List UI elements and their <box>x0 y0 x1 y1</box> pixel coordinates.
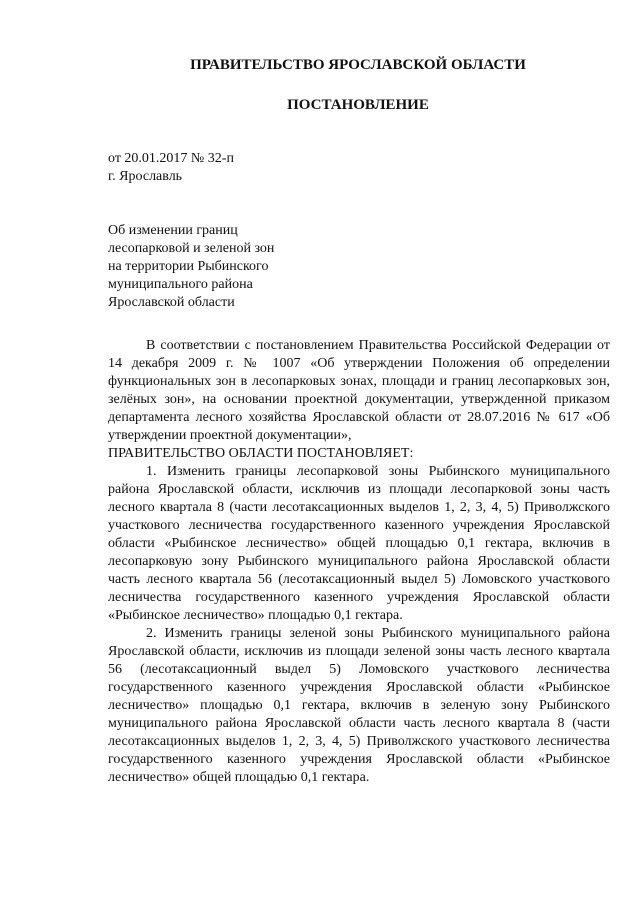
subject-line: на территории Рыбинского <box>108 259 269 274</box>
document-meta <box>108 150 234 186</box>
document-subject <box>108 222 274 312</box>
preamble-paragraph: В соответствии с постановлением Правительства Российской Федерации от 14 декабря 2009 г. № 1007 «Об утверждении Положения об определении функциональных зон в лесопарковых зонах, площади и границ лесопарковых зон, зелёных зон», на основании проектной документации, утвержденной приказом департамента лесного хозяйства Ярославской области от 28.07.2016 № 617 «Об утверждении проектной документации», <box>108 338 610 443</box>
date-number: от 20.01.2017 № 32-п <box>108 151 234 166</box>
government-title: ПРАВИТЕЛЬСТВО ЯРОСЛАВСКОЙ ОБЛАСТИ <box>190 57 526 73</box>
document-type: ПОСТАНОВЛЕНИЕ <box>287 97 429 113</box>
subject-line: Ярославской области <box>108 295 235 310</box>
subject-line: муниципального района <box>108 277 253 292</box>
city: г. Ярославль <box>108 169 183 184</box>
subject-line: Об изменении границ <box>108 223 238 238</box>
resolves-line: ПРАВИТЕЛЬСТВО ОБЛАСТИ ПОСТАНОВЛЯЕТ: <box>108 446 414 461</box>
item-1-paragraph: 1. Изменить границы лесопарковой зоны Рыбинского муниципального района Ярославской области, исключив из площади лесопарковой зоны часть лесного квартала 8 (части лесотаксационных выделов 1, 2, 3, 4, 5) Приволжского участкового лесничества государственного казенного учреждения Ярославской области «Рыбинское лесничество» общей площадью 0,1 гектара, включив в лесопарковую зону Рыбинского муниципального района Ярославской области часть лесного квартала 56 (лесотаксационный выдел 5) Ломовского участкового лесничества государственного казенного учреждения Ярославской области «Рыбинское лесничество» площадью 0,1 гектара. <box>108 464 610 623</box>
document-body <box>108 337 610 787</box>
item-2-paragraph: 2. Изменить границы зеленой зоны Рыбинского муниципального района Ярославской области, исключив из площади зеленой зоны часть лесного квартала 56 (лесотаксационный выдел 5) Ломовского участкового лесничества государственного казенного учреждения Ярославской области «Рыбинское лесничество» площадью 0,1 гектара, включив в зеленую зону Рыбинского муниципального района Ярославской области часть лесного квартала 8 (части лесотаксационных выделов 1, 2, 3, 4, 5) Приволжского участкового лесничества государственного казенного учреждения Ярославской области «Рыбинское лесничество» общей площадью 0,1 гектара. <box>108 626 610 785</box>
subject-line: лесопарковой и зеленой зон <box>108 241 275 256</box>
